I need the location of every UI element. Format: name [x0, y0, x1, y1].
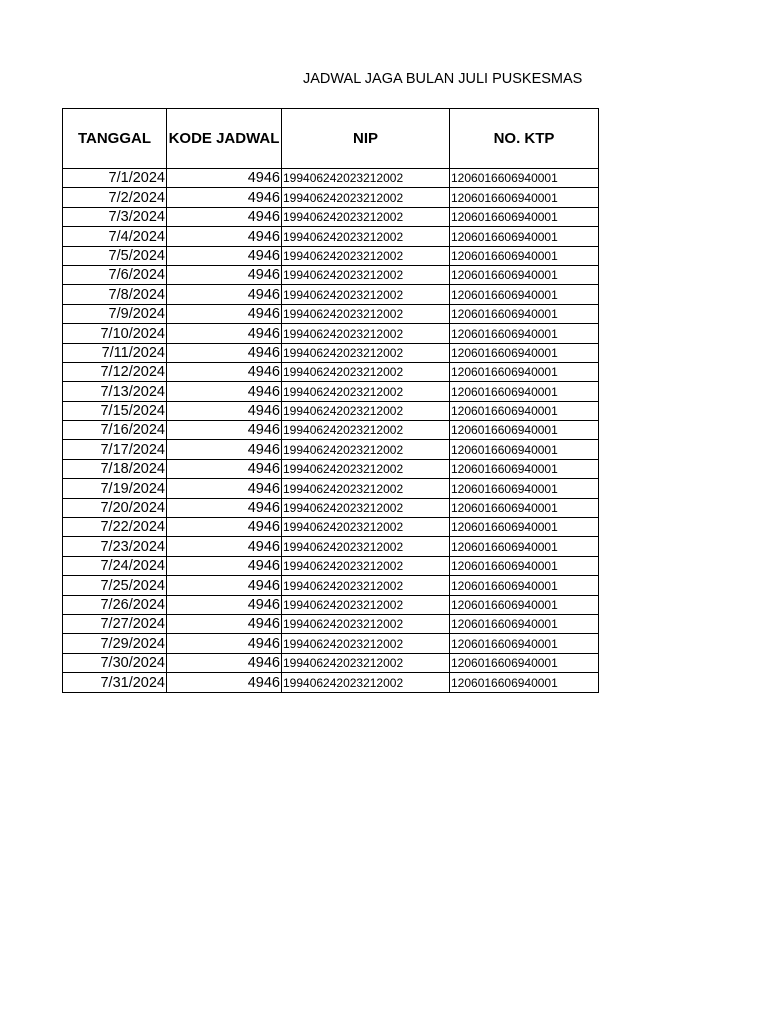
- cell-nip: 199406242023212002: [282, 285, 450, 304]
- cell-kode-jadwal: 4946: [167, 653, 282, 672]
- header-row: [63, 109, 599, 169]
- cell-kode-jadwal: 4946: [167, 265, 282, 284]
- table-row: [63, 479, 599, 498]
- cell-nip: 199406242023212002: [282, 188, 450, 207]
- cell-nip: 199406242023212002: [282, 421, 450, 440]
- cell-tanggal: 7/6/2024: [63, 265, 167, 284]
- header-nip: NIP: [282, 109, 450, 169]
- table-row: [63, 459, 599, 478]
- cell-no-ktp: 1206016606940001: [450, 537, 599, 556]
- cell-kode-jadwal: 4946: [167, 362, 282, 381]
- cell-nip: 199406242023212002: [282, 595, 450, 614]
- table-row: [63, 188, 599, 207]
- cell-no-ktp: 1206016606940001: [450, 169, 599, 188]
- cell-kode-jadwal: 4946: [167, 576, 282, 595]
- cell-nip: 199406242023212002: [282, 576, 450, 595]
- table-row: [63, 595, 599, 614]
- cell-kode-jadwal: 4946: [167, 188, 282, 207]
- table-row: [63, 343, 599, 362]
- cell-tanggal: 7/30/2024: [63, 653, 167, 672]
- cell-no-ktp: 1206016606940001: [450, 459, 599, 478]
- table-row: [63, 421, 599, 440]
- cell-nip: 199406242023212002: [282, 440, 450, 459]
- header-kode-jadwal: KODE JADWAL: [167, 109, 282, 169]
- table-row: [63, 227, 599, 246]
- cell-no-ktp: 1206016606940001: [450, 634, 599, 653]
- table-row: [63, 246, 599, 265]
- cell-kode-jadwal: 4946: [167, 634, 282, 653]
- table-row: [63, 576, 599, 595]
- cell-tanggal: 7/12/2024: [63, 362, 167, 381]
- cell-no-ktp: 1206016606940001: [450, 285, 599, 304]
- cell-nip: 199406242023212002: [282, 556, 450, 575]
- cell-nip: 199406242023212002: [282, 227, 450, 246]
- cell-no-ktp: 1206016606940001: [450, 265, 599, 284]
- cell-kode-jadwal: 4946: [167, 246, 282, 265]
- cell-tanggal: 7/25/2024: [63, 576, 167, 595]
- cell-nip: 199406242023212002: [282, 498, 450, 517]
- cell-kode-jadwal: 4946: [167, 479, 282, 498]
- table-row: [63, 537, 599, 556]
- cell-nip: 199406242023212002: [282, 362, 450, 381]
- schedule-body: [63, 169, 599, 693]
- cell-nip: 199406242023212002: [282, 479, 450, 498]
- cell-kode-jadwal: 4946: [167, 169, 282, 188]
- cell-tanggal: 7/22/2024: [63, 518, 167, 537]
- cell-kode-jadwal: 4946: [167, 382, 282, 401]
- cell-nip: 199406242023212002: [282, 169, 450, 188]
- cell-no-ktp: 1206016606940001: [450, 188, 599, 207]
- cell-kode-jadwal: 4946: [167, 304, 282, 323]
- cell-tanggal: 7/20/2024: [63, 498, 167, 517]
- cell-kode-jadwal: 4946: [167, 343, 282, 362]
- cell-nip: 199406242023212002: [282, 673, 450, 692]
- table-row: [63, 634, 599, 653]
- table-row: [63, 304, 599, 323]
- cell-no-ktp: 1206016606940001: [450, 343, 599, 362]
- table-row: [63, 401, 599, 420]
- cell-tanggal: 7/2/2024: [63, 188, 167, 207]
- cell-no-ktp: 1206016606940001: [450, 421, 599, 440]
- cell-tanggal: 7/13/2024: [63, 382, 167, 401]
- cell-kode-jadwal: 4946: [167, 556, 282, 575]
- cell-tanggal: 7/18/2024: [63, 459, 167, 478]
- table-row: [63, 265, 599, 284]
- cell-kode-jadwal: 4946: [167, 285, 282, 304]
- cell-nip: 199406242023212002: [282, 401, 450, 420]
- cell-nip: 199406242023212002: [282, 614, 450, 633]
- cell-no-ktp: 1206016606940001: [450, 479, 599, 498]
- schedule-table: [62, 108, 599, 693]
- table-row: [63, 207, 599, 226]
- cell-no-ktp: 1206016606940001: [450, 614, 599, 633]
- cell-tanggal: 7/31/2024: [63, 673, 167, 692]
- cell-tanggal: 7/11/2024: [63, 343, 167, 362]
- cell-kode-jadwal: 4946: [167, 227, 282, 246]
- cell-no-ktp: 1206016606940001: [450, 498, 599, 517]
- cell-no-ktp: 1206016606940001: [450, 401, 599, 420]
- cell-tanggal: 7/5/2024: [63, 246, 167, 265]
- cell-kode-jadwal: 4946: [167, 537, 282, 556]
- cell-kode-jadwal: 4946: [167, 401, 282, 420]
- cell-kode-jadwal: 4946: [167, 459, 282, 478]
- table-row: [63, 324, 599, 343]
- cell-kode-jadwal: 4946: [167, 614, 282, 633]
- table-row: [63, 285, 599, 304]
- cell-tanggal: 7/10/2024: [63, 324, 167, 343]
- cell-kode-jadwal: 4946: [167, 440, 282, 459]
- cell-kode-jadwal: 4946: [167, 421, 282, 440]
- cell-kode-jadwal: 4946: [167, 207, 282, 226]
- cell-nip: 199406242023212002: [282, 207, 450, 226]
- cell-no-ktp: 1206016606940001: [450, 440, 599, 459]
- cell-no-ktp: 1206016606940001: [450, 595, 599, 614]
- cell-nip: 199406242023212002: [282, 518, 450, 537]
- table-row: [63, 614, 599, 633]
- cell-no-ktp: 1206016606940001: [450, 304, 599, 323]
- cell-no-ktp: 1206016606940001: [450, 382, 599, 401]
- table-row: [63, 362, 599, 381]
- header-no-ktp: NO. KTP: [450, 109, 599, 169]
- table-row: [63, 440, 599, 459]
- cell-nip: 199406242023212002: [282, 343, 450, 362]
- cell-nip: 199406242023212002: [282, 382, 450, 401]
- cell-nip: 199406242023212002: [282, 653, 450, 672]
- cell-kode-jadwal: 4946: [167, 498, 282, 517]
- cell-nip: 199406242023212002: [282, 246, 450, 265]
- cell-nip: 199406242023212002: [282, 537, 450, 556]
- cell-kode-jadwal: 4946: [167, 324, 282, 343]
- cell-tanggal: 7/9/2024: [63, 304, 167, 323]
- table-row: [63, 382, 599, 401]
- table-row: [63, 518, 599, 537]
- cell-kode-jadwal: 4946: [167, 673, 282, 692]
- header-tanggal: TANGGAL: [63, 109, 167, 169]
- table-row: [63, 653, 599, 672]
- cell-no-ktp: 1206016606940001: [450, 673, 599, 692]
- cell-tanggal: 7/27/2024: [63, 614, 167, 633]
- cell-tanggal: 7/4/2024: [63, 227, 167, 246]
- cell-no-ktp: 1206016606940001: [450, 518, 599, 537]
- cell-no-ktp: 1206016606940001: [450, 576, 599, 595]
- cell-kode-jadwal: 4946: [167, 518, 282, 537]
- cell-nip: 199406242023212002: [282, 265, 450, 284]
- cell-nip: 199406242023212002: [282, 324, 450, 343]
- cell-no-ktp: 1206016606940001: [450, 324, 599, 343]
- table-row: [63, 556, 599, 575]
- cell-tanggal: 7/23/2024: [63, 537, 167, 556]
- table-row: [63, 498, 599, 517]
- table-row: [63, 673, 599, 692]
- cell-no-ktp: 1206016606940001: [450, 246, 599, 265]
- cell-nip: 199406242023212002: [282, 304, 450, 323]
- cell-tanggal: 7/3/2024: [63, 207, 167, 226]
- cell-tanggal: 7/26/2024: [63, 595, 167, 614]
- cell-nip: 199406242023212002: [282, 459, 450, 478]
- cell-nip: 199406242023212002: [282, 634, 450, 653]
- cell-no-ktp: 1206016606940001: [450, 556, 599, 575]
- cell-kode-jadwal: 4946: [167, 595, 282, 614]
- cell-tanggal: 7/29/2024: [63, 634, 167, 653]
- cell-tanggal: 7/24/2024: [63, 556, 167, 575]
- table-row: [63, 169, 599, 188]
- cell-no-ktp: 1206016606940001: [450, 227, 599, 246]
- cell-tanggal: 7/1/2024: [63, 169, 167, 188]
- cell-tanggal: 7/19/2024: [63, 479, 167, 498]
- document-title: JADWAL JAGA BULAN JULI PUSKESMAS: [303, 71, 583, 87]
- cell-tanggal: 7/15/2024: [63, 401, 167, 420]
- cell-no-ktp: 1206016606940001: [450, 362, 599, 381]
- cell-tanggal: 7/8/2024: [63, 285, 167, 304]
- cell-tanggal: 7/16/2024: [63, 421, 167, 440]
- cell-tanggal: 7/17/2024: [63, 440, 167, 459]
- cell-no-ktp: 1206016606940001: [450, 653, 599, 672]
- cell-no-ktp: 1206016606940001: [450, 207, 599, 226]
